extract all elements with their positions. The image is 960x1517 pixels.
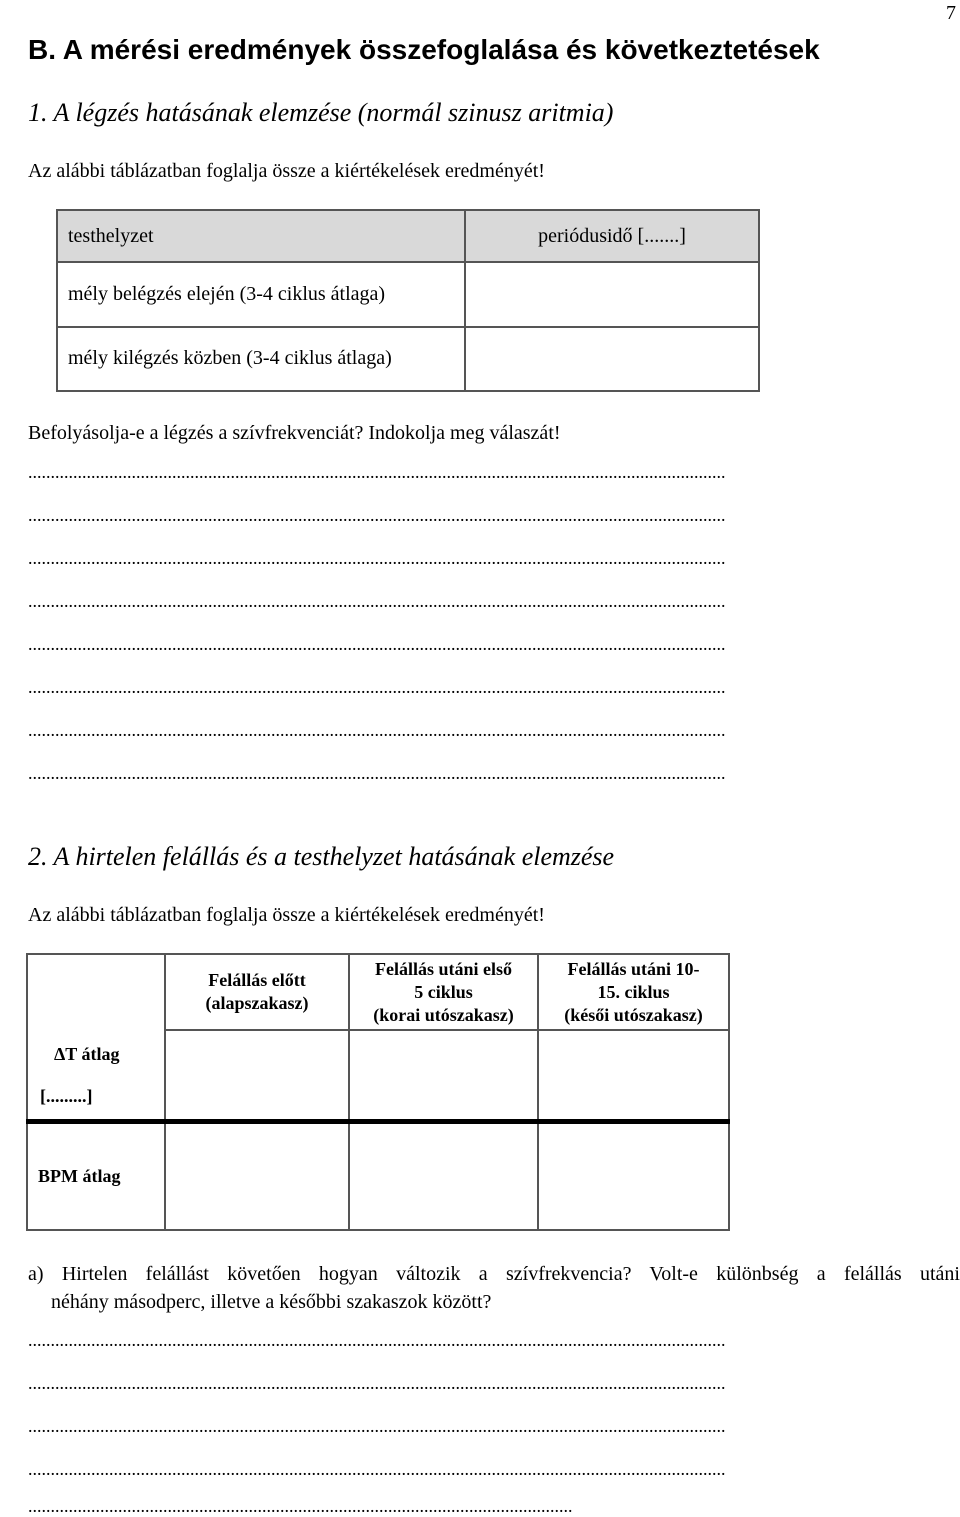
delta-t-unit: [.........]: [40, 1086, 93, 1106]
section1-question: Befolyásolja-e a légzés a szívfrekvenciát? Indokolja meg válaszát!: [28, 422, 561, 444]
row-label-delta-t: [27, 1030, 165, 1122]
answer-line[interactable]: ...........................................................................................................................................................: [28, 1373, 726, 1393]
cell-inhale-period[interactable]: [465, 262, 759, 326]
col-header-line: (késői utószakasz): [564, 1004, 703, 1025]
col-header-late: [538, 954, 729, 1030]
cell-bpm-before[interactable]: [165, 1122, 349, 1231]
answer-line[interactable]: ...........................................................................................................................................................: [28, 505, 726, 525]
col-header-before: [165, 954, 349, 1030]
row-label-bpm: BPM átlag: [27, 1122, 165, 1231]
cell-bpm-late[interactable]: [538, 1122, 729, 1231]
answer-line[interactable]: ...........................................................................................................................................................: [28, 591, 726, 611]
section2-title: 2. A hirtelen felállás és a testhelyzet hatásának elemzése: [28, 842, 615, 871]
corner-cell: [27, 954, 165, 1030]
question-a-line1: a) Hirtelen felállást követően hogyan változik a szívfrekvencia? Volt-e különbség a felállás utáni: [28, 1263, 960, 1285]
answer-line[interactable]: ...........................................................................................................................................................: [28, 548, 726, 568]
answer-line[interactable]: ...........................................................................................................................................................: [28, 1459, 726, 1479]
table-row: [57, 262, 759, 326]
col-header-line: Felállás előtt: [208, 970, 306, 990]
cell-delta-t-late[interactable]: [538, 1030, 729, 1122]
answer-line[interactable]: ...........................................................................................................................................................: [28, 1416, 726, 1436]
answer-line[interactable]: .........................................................................................................................: [28, 1496, 573, 1516]
col-header-line: 5 ciklus: [414, 981, 473, 1002]
header-period: periódusidő [.......]: [465, 210, 759, 262]
col-header-line: (korai utószakasz): [373, 1004, 514, 1025]
section2-instruction: Az alábbi táblázatban foglalja össze a kiértékelések eredményét!: [28, 904, 545, 926]
cell-exhale-period[interactable]: [465, 327, 759, 391]
col-header-line: Felállás utáni első: [374, 958, 512, 979]
cell-bpm-early[interactable]: [349, 1122, 538, 1231]
cell-delta-t-before[interactable]: [165, 1030, 349, 1122]
section1-title: 1. A légzés hatásának elemzése (normál szinusz aritmia): [28, 98, 614, 127]
answer-line[interactable]: ...........................................................................................................................................................: [28, 462, 726, 482]
section1-instruction: Az alábbi táblázatban foglalja össze a kiértékelések eredményét!: [28, 160, 545, 182]
col-header-line: 15. ciklus: [597, 981, 670, 1002]
table-row: [27, 1122, 729, 1231]
table-header-row: [57, 210, 759, 262]
answer-line[interactable]: ...........................................................................................................................................................: [28, 1330, 726, 1350]
page-number: 7: [946, 2, 956, 24]
col-header-line: (alapszakasz): [205, 993, 309, 1013]
answer-line[interactable]: ...........................................................................................................................................................: [28, 720, 726, 740]
row-label-inhale: mély belégzés elején (3-4 ciklus átlaga): [57, 262, 465, 326]
table-row: [57, 327, 759, 391]
table-row: [27, 1030, 729, 1122]
cell-delta-t-early[interactable]: [349, 1030, 538, 1122]
answer-line[interactable]: ...........................................................................................................................................................: [28, 677, 726, 697]
row-label-exhale: mély kilégzés közben (3-4 ciklus átlaga): [57, 327, 465, 391]
col-header-line: Felállás utáni 10-: [567, 958, 700, 979]
question-a: [28, 1260, 960, 1316]
standing-results-table: [26, 953, 730, 1231]
col-header-early: [349, 954, 538, 1030]
delta-t-label: ΔT átlag: [54, 1044, 120, 1064]
question-a-line2: néhány másodperc, illetve a későbbi szakaszok között?: [51, 1291, 492, 1313]
answer-line[interactable]: ...........................................................................................................................................................: [28, 634, 726, 654]
answer-line[interactable]: ...........................................................................................................................................................: [28, 763, 726, 783]
table-header-row: [27, 954, 729, 1030]
header-body-position: testhelyzet: [57, 210, 465, 262]
section-b-heading: B. A mérési eredmények összefoglalása és következtetések: [28, 34, 820, 65]
breathing-results-table: [56, 209, 760, 392]
